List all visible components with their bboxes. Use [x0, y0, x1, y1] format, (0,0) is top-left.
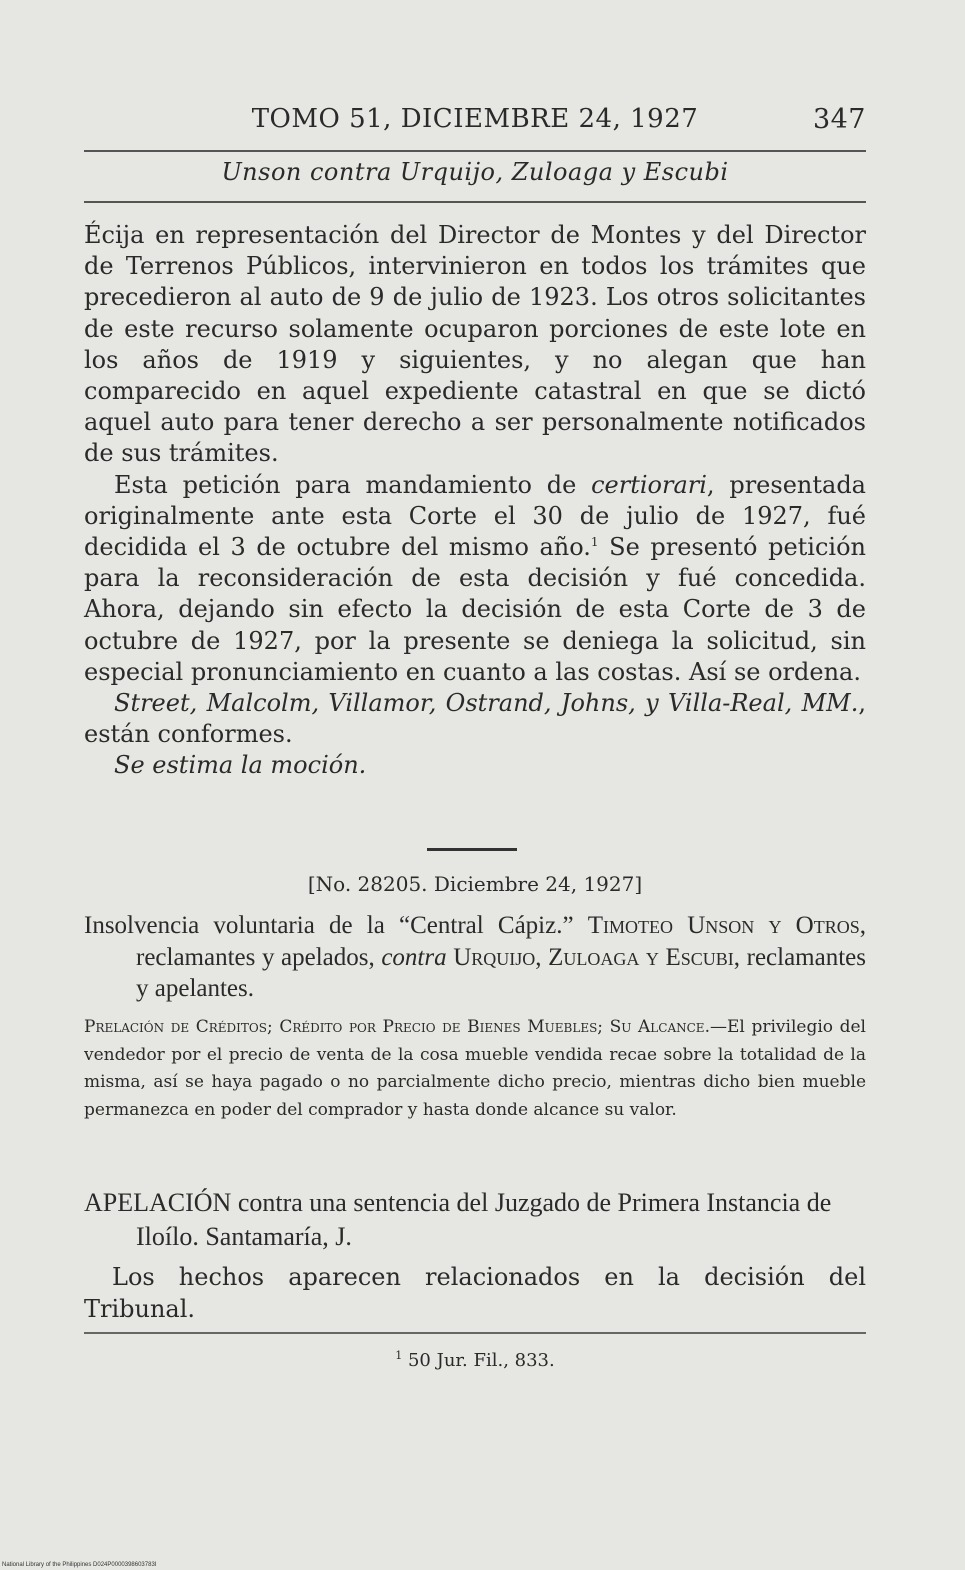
motion-text: Se estima la moción. [114, 751, 367, 780]
p2-text-c: Se presentó petición para la reconsideración de esta decisión y fué concedida. Ahora, dejando sin efecto la decisión de esta Corte de 3 de octubre de 1927, por la presente se deniega la solicitud, sin especial pronunciamiento en cuanto a las costas. Así se ordena. [84, 533, 866, 686]
paragraph-1: Écija en representación del Director de Montes y del Director de Terrenos Públicos, intervinieron en todos los trámites que precedieron al auto de 9 de julio de 1923. Los otros solicitantes de este recurso solamente ocuparon porciones de este lote en los años de 1919 y siguientes, y no alegan que han comparecido en aquel expediente catastral en que se dictó aquel auto para tener derecho a ser personalmente notificados de sus trámites. [84, 221, 866, 468]
caption-a: Insolvencia voluntaria de la “Central Cápiz.” [84, 912, 588, 939]
page-number: 347 [812, 104, 866, 135]
motion-result [84, 750, 866, 781]
concurrence-text: , están conformes. [84, 689, 866, 749]
footnote-mark: 1 [395, 1349, 403, 1362]
justices-names: Street, Malcolm, Villamor, Ostrand, Johns, y Villa-Real, MM. [114, 689, 859, 718]
appeal-line: APELACIÓN contra una sentencia del Juzgado de Primera Instancia de Iloílo. Santamaría, J. [84, 1188, 832, 1251]
case-caption [84, 910, 866, 1005]
p2-text-b: , presentada originalmente ante esta Corte el 30 de julio de 1927, fué decidida el 3 de octubre del mismo año. [84, 470, 866, 562]
footnote-text: 50 Jur. Fil., 833. [402, 1350, 555, 1371]
case-title: Unson contra Urquijo, Zuloaga y Escubi [221, 158, 729, 186]
running-head [84, 104, 866, 144]
case-number: [No. 28205. Diciembre 24, 1927] [307, 872, 643, 896]
caption-appellees: Timoteo Unson y Otros [587, 912, 860, 939]
p2-text-a: Esta petición para mandamiento de [114, 470, 592, 499]
concurrence [84, 688, 866, 750]
caption-contra: contra [381, 943, 447, 971]
p2-italic: certiorari [591, 470, 707, 499]
paragraph-2 [84, 470, 866, 688]
syllabus-heading: Prelación de Créditos; Crédito por Precio de Bienes Muebles; Su Alcance. [84, 1017, 710, 1037]
caption-c: , reclamantes y apelantes. [136, 943, 866, 1002]
facts-paragraph: Los hechos aparecen relacionados en la decisión del Tribunal. [84, 1263, 866, 1323]
header-rule-bottom [84, 201, 866, 203]
caption-b: , reclamantes y apelados, [136, 912, 866, 971]
volume-date: TOMO 51, DICIEMBRE 24, 1927 [251, 104, 699, 134]
caption-appellants: Urquijo, Zuloaga y Escubi [446, 943, 734, 971]
syllabus-text: —El privilegio del vendedor por el precio de venta de la cosa mueble vendida recae sobre la totalidad de la misma, así se haya pagado o no parcialmente dicho precio, mientras dicho bien mueble permanezca en poder del comprador y hasta donde alcance su valor. [84, 1017, 866, 1120]
library-watermark: National Library of the Philippines D024P0000398603783I [2, 1562, 157, 1568]
prior-case-text [84, 220, 866, 782]
footnote [84, 1350, 866, 1371]
syllabus [84, 1014, 866, 1124]
header-rule-top [84, 150, 866, 152]
footnote-ref: 1 [590, 535, 599, 550]
section-divider [427, 848, 517, 851]
footnote-rule [84, 1332, 866, 1334]
